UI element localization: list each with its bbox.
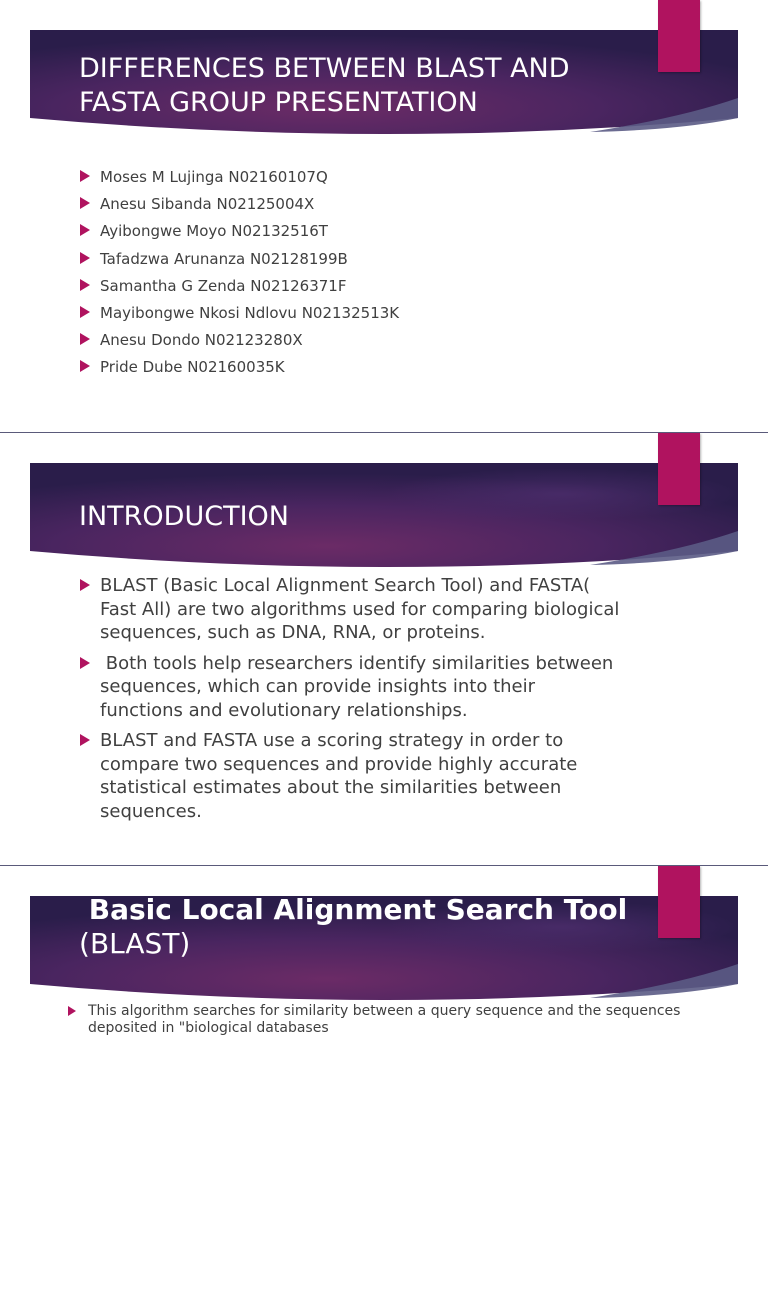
bullet-arrow-icon xyxy=(80,657,90,669)
list-item: Samantha G Zenda N02126371F xyxy=(0,275,399,298)
list-item: Ayibongwe Moyo N02132516T xyxy=(0,220,399,243)
list-item: Anesu Dondo N02123280X xyxy=(0,329,399,352)
bullet-arrow-icon xyxy=(68,1006,76,1016)
bullet-arrow-icon xyxy=(80,279,90,291)
list-item: This algorithm searches for similarity between a query sequence and the sequences deposited in "biological databases xyxy=(0,1003,700,1037)
accent-tab xyxy=(658,866,700,938)
slide-title: Basic Local Alignment Search Tool (BLAST) xyxy=(79,893,628,960)
list-item: Pride Dube N02160035K xyxy=(0,356,399,379)
bullet-arrow-icon xyxy=(80,579,90,591)
bullet-arrow-icon xyxy=(80,252,90,264)
slide-2 xyxy=(0,433,768,865)
slide-1 xyxy=(0,0,768,432)
accent-tab xyxy=(658,0,700,72)
list-item: Moses M Lujinga N02160107Q xyxy=(0,166,399,189)
list-item: Anesu Sibanda N02125004X xyxy=(0,193,399,216)
member-list xyxy=(0,166,399,384)
list-item: Tafadzwa Arunanza N02128199B xyxy=(0,248,399,271)
bullet-arrow-icon xyxy=(80,224,90,236)
accent-tab xyxy=(658,433,700,505)
slide-3 xyxy=(0,866,768,1298)
bullet-arrow-icon xyxy=(80,360,90,372)
list-item: Mayibongwe Nkosi Ndlovu N02132513K xyxy=(0,302,399,325)
blast-list xyxy=(0,1003,700,1037)
slide-title: DIFFERENCES BETWEEN BLAST AND FASTA GROUP PRESENTATION xyxy=(79,53,570,118)
bullet-arrow-icon xyxy=(80,734,90,746)
list-item: Both tools help researchers identify similarities between sequences, which can provide insights into their functions and evolutionary relationships. xyxy=(0,652,620,723)
slide-title: INTRODUCTION xyxy=(79,501,289,532)
list-item: BLAST (Basic Local Alignment Search Tool) and FASTA( Fast All) are two algorithms used for comparing biological sequences, such as DNA, RNA, or proteins. xyxy=(0,574,620,645)
bullet-arrow-icon xyxy=(80,170,90,182)
list-item: BLAST and FASTA use a scoring strategy in order to compare two sequences and provide highly accurate statistical estimates about the similarities between sequences. xyxy=(0,729,620,823)
bullet-arrow-icon xyxy=(80,197,90,209)
bullet-arrow-icon xyxy=(80,333,90,345)
bullet-arrow-icon xyxy=(80,306,90,318)
intro-list xyxy=(0,574,620,830)
